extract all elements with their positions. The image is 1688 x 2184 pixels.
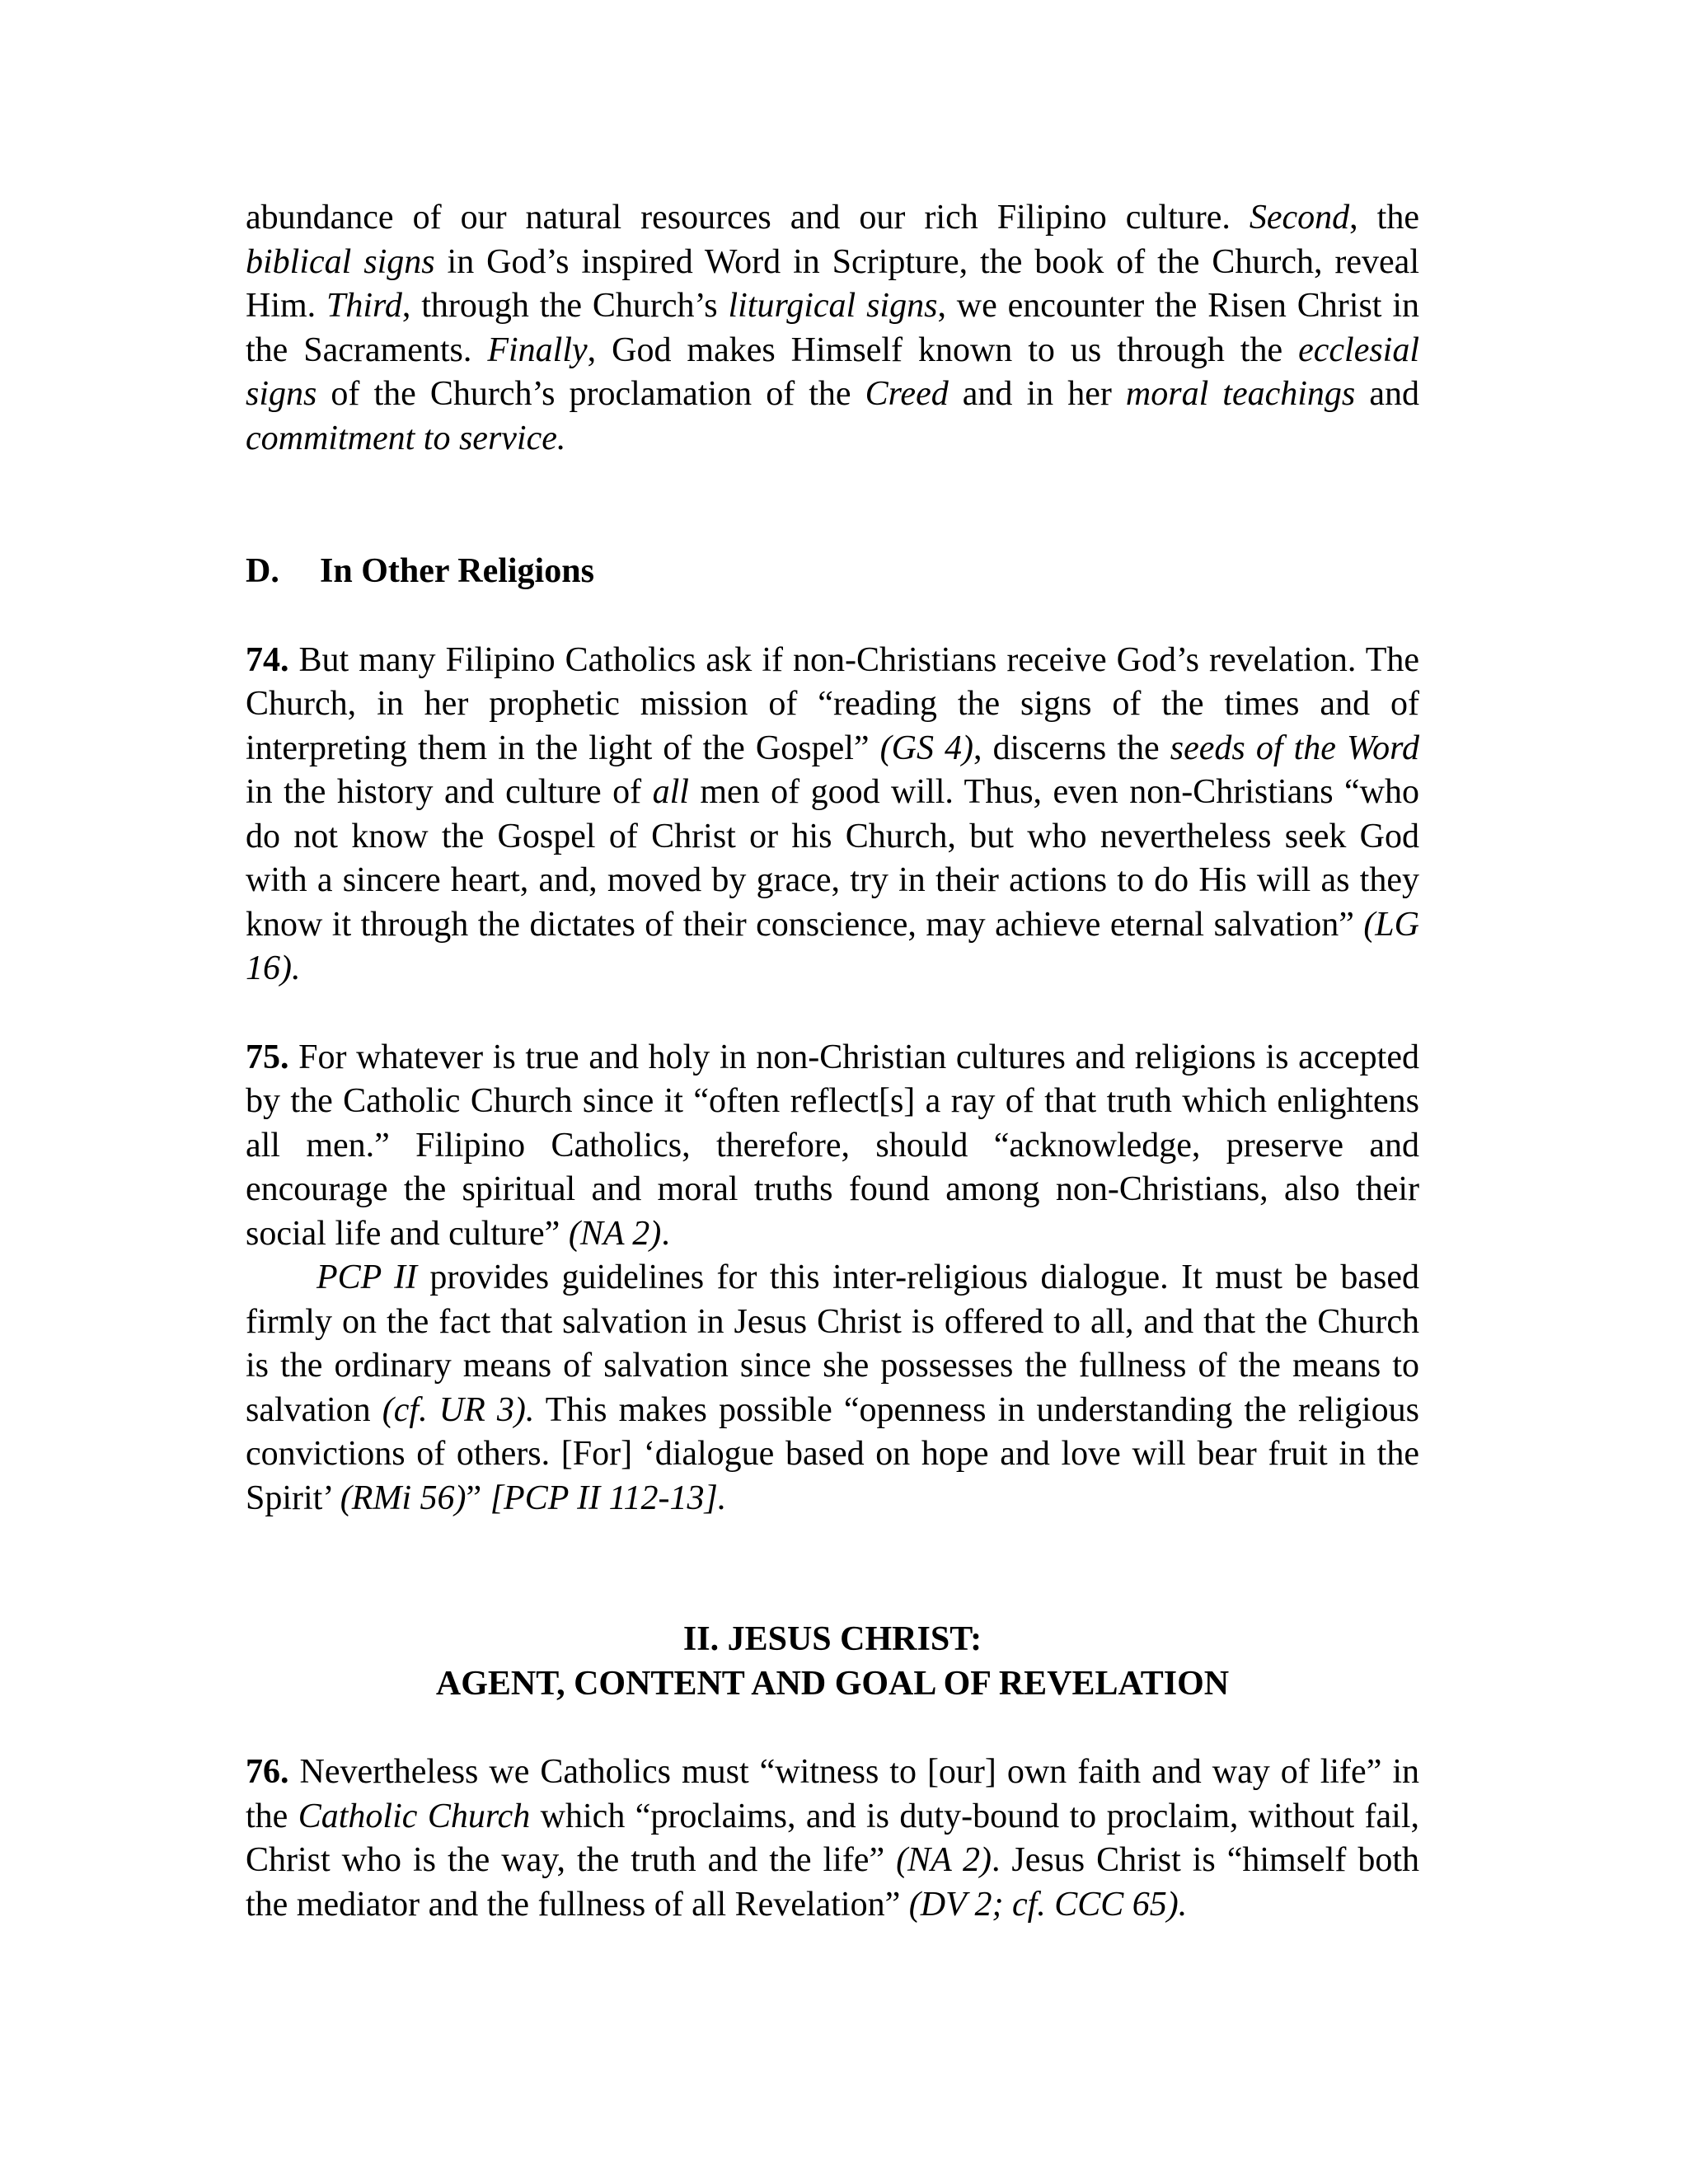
italic-run: Third	[326, 287, 402, 325]
paragraph-number: 76.	[246, 1753, 289, 1791]
italic-run: (cf. UR 3).	[382, 1390, 535, 1429]
spacer	[246, 991, 1419, 1036]
text-run: , through the Church’s	[401, 287, 729, 325]
italic-run: Second	[1249, 199, 1350, 237]
text-run: .	[661, 1214, 670, 1253]
text-run: This makes possible “openness in understanding the religious convictions of others. [For] ‘dialogue based on hope and love will bear fruit in the Spirit’	[246, 1390, 1419, 1517]
italic-run: Catholic Church	[298, 1797, 531, 1835]
italic-run: biblical signs	[246, 242, 435, 281]
text-run: in the history and culture of	[246, 773, 653, 811]
italic-run: all	[652, 773, 689, 811]
italic-run: (RMi 56)	[340, 1479, 467, 1517]
text-run: But many Filipino Catholics ask if non-Christians receive God’s revelation. The Church, in her prophetic mission of “reading the signs of the times and of interpreting them in the light of the Gospel”	[246, 640, 1419, 767]
italic-run: commitment to service.	[246, 419, 566, 457]
text-run: ”	[466, 1479, 490, 1517]
italic-run: PCP II	[316, 1258, 417, 1296]
text-run: Nevertheless we Catholics must “witness to [our] own faith and way of life” in the	[246, 1753, 1419, 1835]
italic-run: Creed	[865, 375, 949, 413]
italic-run: (NA 2)	[568, 1214, 662, 1253]
italic-run: (LG 16).	[246, 905, 1419, 987]
italic-run: [PCP II 112-13].	[490, 1479, 727, 1517]
text-run: , we encounter the Risen Christ in the Sacraments.	[246, 287, 1419, 369]
paragraph-opening	[246, 196, 1419, 461]
spacer	[246, 594, 1419, 639]
section-title: In Other Religions	[320, 552, 594, 590]
document-page	[246, 196, 1419, 1927]
spacer	[246, 1521, 1419, 1618]
text-run: For whatever is true and holy in non-Christian cultures and religions is accepted by the Catholic Church since it “often reflect[s] a ray of that truth which enlightens all men.” Filipino Catholics, therefore, should “acknowledge, preserve and encourage the spiritual and moral truths found among non-Christians, also their social life and culture”	[246, 1038, 1419, 1253]
paragraph-number: 74.	[246, 640, 289, 679]
italic-run: liturgical signs	[728, 287, 938, 325]
text-run: . Jesus Christ is “himself both the mediator and the fullness of all Revelation”	[246, 1841, 1419, 1924]
text-run: men of good will. Thus, even non-Christians “who do not know the Gospel of Christ or his Church, but who nevertheless seek God with a sincere heart, and, moved by grace, try in their actions to do His will as they know it through the dictates of their conscience, may achieve eternal salvation”	[246, 773, 1419, 944]
text-run: and	[1355, 375, 1419, 413]
italic-run: (GS 4)	[879, 729, 974, 767]
part-heading	[246, 1618, 1419, 1706]
part-heading-line-1: II. JESUS CHRIST:	[682, 1620, 982, 1658]
paragraph-74	[246, 639, 1419, 991]
spacer	[246, 1706, 1419, 1750]
text-run: abundance of our natural resources and our rich Filipino culture.	[246, 199, 1250, 237]
paragraph-75-continued	[246, 1256, 1419, 1521]
italic-run: Finally	[487, 330, 588, 369]
italic-run: seeds of the Word	[1170, 729, 1419, 767]
spacer	[246, 461, 1419, 550]
italic-run: (NA 2)	[896, 1841, 992, 1879]
text-run: , God makes Himself known to us through the	[587, 330, 1299, 369]
text-run: of the Church’s proclamation of the	[316, 375, 865, 413]
italic-run: (DV 2; cf. CCC 65).	[908, 1885, 1188, 1924]
italic-run: ecclesial signs	[246, 330, 1420, 413]
paragraph-76	[246, 1750, 1419, 1927]
paragraph-75	[246, 1036, 1419, 1257]
italic-run: moral teachings	[1125, 375, 1356, 413]
section-heading-d	[246, 550, 1419, 594]
text-run: , the	[1349, 199, 1419, 237]
section-letter: D.	[246, 552, 279, 590]
text-run: which “proclaims, and is duty-bound to proclaim, without fail, Christ who is the way, the truth and the life”	[246, 1797, 1420, 1879]
text-run: , discerns the	[973, 729, 1170, 767]
part-heading-line-2: AGENT, CONTENT AND GOAL OF REVELATION	[435, 1664, 1230, 1703]
text-run: and in her	[948, 375, 1126, 413]
text-run: provides guidelines for this inter-religious dialogue. It must be based firmly on the fact that salvation in Jesus Christ is offered to all, and that the Church is the ordinary means of salvation since she possesses the fullness of the means to salvation	[246, 1258, 1419, 1429]
text-run: in God’s inspired Word in Scripture, the book of the Church, reveal Him.	[246, 242, 1419, 325]
paragraph-number: 75.	[246, 1038, 289, 1076]
